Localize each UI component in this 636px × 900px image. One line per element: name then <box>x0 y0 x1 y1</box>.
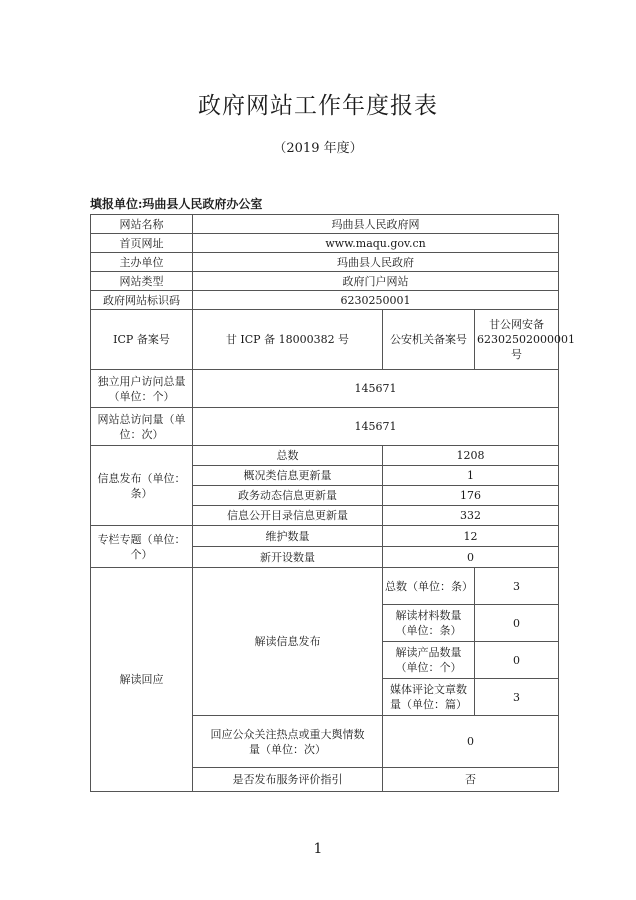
value-column-maintained: 12 <box>383 526 559 547</box>
row-unique-visitors <box>91 370 559 408</box>
label-interpret-publish: 解读信息发布 <box>193 568 383 716</box>
report-table <box>90 214 575 792</box>
value-icp: 甘 ICP 备 18000382 号 <box>193 310 383 370</box>
value-home-url: www.maqu.gov.cn <box>193 234 559 253</box>
label-icp: ICP 备案号 <box>91 310 193 370</box>
row-site-type <box>91 272 559 291</box>
value-site-code: 6230250001 <box>193 291 559 310</box>
label-column-new: 新开设数量 <box>193 547 383 568</box>
label-service-evaluation: 是否发布服务评价指引 <box>193 768 383 792</box>
value-public-response: 0 <box>383 716 559 768</box>
value-info-total: 1208 <box>383 446 559 466</box>
row-site-name <box>91 215 559 234</box>
label-column-topics: 专栏专题（单位：个） <box>91 526 193 568</box>
reporting-unit: 填报单位:玛曲县人民政府办公室 <box>90 197 263 211</box>
label-column-maintained: 维护数量 <box>193 526 383 547</box>
label-home-url: 首页网址 <box>91 234 193 253</box>
label-site-type: 网站类型 <box>91 272 193 291</box>
label-info-catalog: 信息公开目录信息更新量 <box>193 506 383 526</box>
value-interpret-products: 0 <box>475 642 559 679</box>
row-home-url <box>91 234 559 253</box>
value-info-catalog: 332 <box>383 506 559 526</box>
row-column-maintained <box>91 526 559 547</box>
label-public-response: 回应公众关注热点或重大舆情数量（单位：次） <box>193 716 383 768</box>
value-info-news: 176 <box>383 486 559 506</box>
value-police-record: 甘公网安备 62302502000001 号 <box>475 310 559 370</box>
value-page-views: 145671 <box>193 408 559 446</box>
value-site-type: 政府门户网站 <box>193 272 559 291</box>
value-service-evaluation: 否 <box>383 768 559 792</box>
value-interpret-materials: 0 <box>475 605 559 642</box>
label-site-name: 网站名称 <box>91 215 193 234</box>
label-info-total: 总数 <box>193 446 383 466</box>
label-interpret-products: 解读产品数量（单位：个） <box>383 642 475 679</box>
value-interpret-total: 3 <box>475 568 559 605</box>
label-interpret-materials: 解读材料数量（单位：条） <box>383 605 475 642</box>
row-icp <box>91 310 559 370</box>
value-site-name: 玛曲县人民政府网 <box>193 215 559 234</box>
label-site-code: 政府网站标识码 <box>91 291 193 310</box>
row-host <box>91 253 559 272</box>
label-info-news: 政务动态信息更新量 <box>193 486 383 506</box>
label-interpret-media: 媒体评论文章数量（单位：篇） <box>383 679 475 716</box>
page-number: 1 <box>313 841 323 857</box>
value-info-overview: 1 <box>383 466 559 486</box>
label-interpret-total: 总数（单位：条） <box>383 568 475 605</box>
value-column-new: 0 <box>383 547 559 568</box>
report-title: 政府网站工作年度报表 <box>198 93 438 119</box>
label-info-overview: 概况类信息更新量 <box>193 466 383 486</box>
value-interpret-media: 3 <box>475 679 559 716</box>
label-unique-visitors: 独立用户访问总量（单位：个） <box>91 370 193 408</box>
label-info-publish: 信息发布（单位：条） <box>91 446 193 526</box>
value-host: 玛曲县人民政府 <box>193 253 559 272</box>
label-host: 主办单位 <box>91 253 193 272</box>
row-info-total <box>91 446 559 466</box>
label-interpret-response: 解读回应 <box>91 568 193 792</box>
row-page-views <box>91 408 559 446</box>
report-year: （2019 年度） <box>273 141 363 156</box>
row-interpret-total <box>91 568 559 605</box>
label-police-record: 公安机关备案号 <box>383 310 475 370</box>
label-page-views: 网站总访问量（单位：次） <box>91 408 193 446</box>
value-unique-visitors: 145671 <box>193 370 559 408</box>
row-site-code <box>91 291 559 310</box>
